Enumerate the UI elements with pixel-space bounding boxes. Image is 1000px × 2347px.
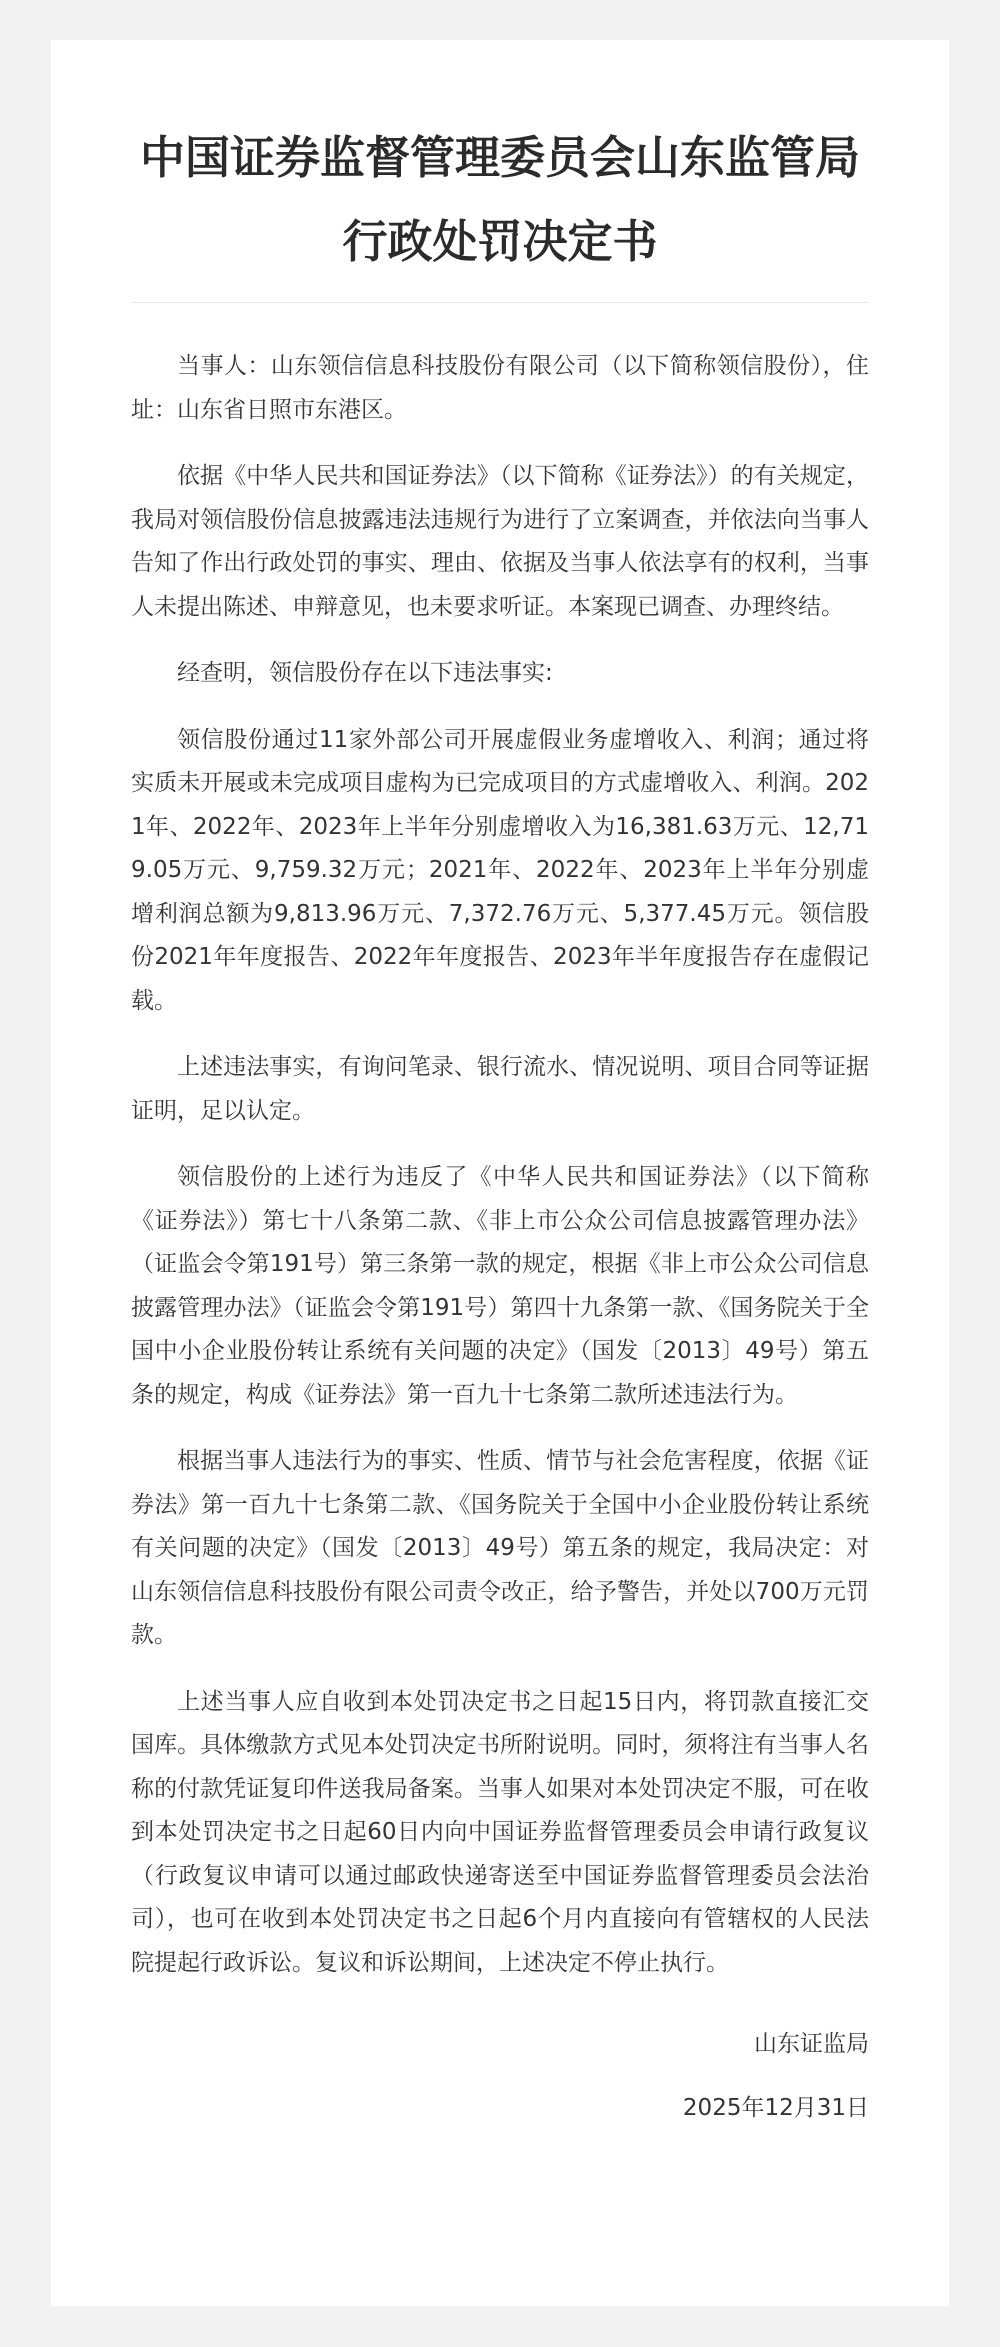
document-title <box>131 40 869 284</box>
paragraph-findings-intro: 经查明，领信股份存在以下违法事实: <box>177 660 553 686</box>
document-page <box>51 40 949 2306</box>
issue-date: 2025年12月31日 <box>682 2094 869 2121</box>
paragraph-evidence: 上述违法事实，有询问笔录、银行流水、情况说明、项目合同等证据证明，足以认定。 <box>131 1054 869 1124</box>
paragraph-party: 当事人：山东领信信息科技股份有限公司（以下简称领信股份），住址：山东省日照市东港区。 <box>131 353 869 423</box>
title-divider <box>131 302 869 303</box>
paragraph-decision: 根据当事人违法行为的事实、性质、情节与社会危害程度，依据《证券法》第一百九十七条第二款、《国务院关于全国中小企业股份转让系统有关问题的决定》（国发〔2013〕49号）第五条的规定，我局决定：对山东领信信息科技股份有限公司责令改正，给予警告，并处以700万元罚款。 <box>131 1448 869 1648</box>
paragraph-violation-facts: 领信股份通过11家外部公司开展虚假业务虚增收入、利润；通过将实质未开展或未完成项目虚构为已完成项目的方式虚增收入、利润。2021年、2022年、2023年上半年分别虚增收入为16,381.63万元、12,719.05万元、9,759.32万元；2021年、2022年、2023年上半年分别虚增利润总额为9,813.96万元、7,372.76万元、5,377.45万元。领信股份2021年年度报告、2022年年度报告、2023年半年度报告存在虚假记载。 <box>131 726 869 1014</box>
title-line-1: 中国证券监督管理委员会山东监管局 <box>139 131 860 184</box>
paragraph-payment-appeal: 上述当事人应自收到本处罚决定书之日起15日内，将罚款直接汇交国库。具体缴款方式见本处罚决定书所附说明。同时，须将注有当事人名称的付款凭证复印件送我局备案。当事人如果对本处罚决定不服，可在收到本处罚决定书之日起60日内向中国证券监督管理委员会申请行政复议（行政复议申请可以通过邮政快递寄送至中国证券监督管理委员会法治司），也可在收到本处罚决定书之日起6个月内直接向有管辖权的人民法院提起行政诉讼。复议和诉讼期间，上述决定不停止执行。 <box>131 1688 869 1976</box>
title-line-2: 行政处罚决定书 <box>342 215 658 268</box>
paragraph-legal-violation: 领信股份的上述行为违反了《中华人民共和国证券法》（以下简称《证券法》）第七十八条第二款、《非上市公众公司信息披露管理办法》（证监会令第191号）第三条第一款的规定，根据《非上市公众公司信息披露管理办法》（证监会令第191号）第四十九条第一款、《国务院关于全国中小企业股份转让系统有关问题的决定》（国发〔2013〕49号）第五条的规定，构成《证券法》第一百九十七条第二款所述违法行为。 <box>131 1164 869 1408</box>
issuer-signature: 山东证监局 <box>754 2031 869 2057</box>
paragraph-basis: 依据《中华人民共和国证券法》（以下简称《证券法》）的有关规定，我局对领信股份信息披露违法违规行为进行了立案调查，并依法向当事人告知了作出行政处罚的事实、理由、依据及当事人依法享有的权利，当事人未提出陈述、申辩意见，也未要求听证。本案现已调查、办理终结。 <box>131 463 869 620</box>
